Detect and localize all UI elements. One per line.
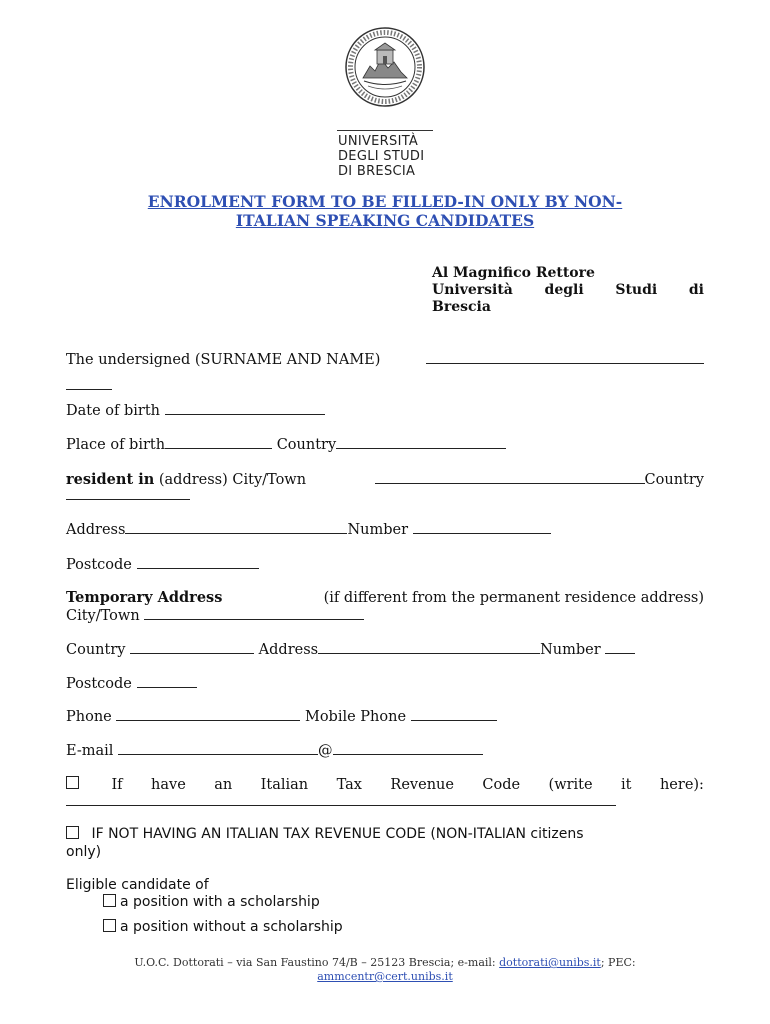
temp-address-field[interactable] — [318, 640, 540, 654]
tax-word: an — [214, 777, 233, 793]
resident-city-field[interactable] — [375, 470, 645, 484]
title-line: ENROLMENT FORM TO BE FILLED-IN ONLY BY NON- — [147, 192, 623, 211]
addressee-word: Studi — [615, 282, 658, 298]
temp-address-row — [66, 589, 704, 607]
address-field[interactable] — [125, 520, 347, 534]
page-footer — [66, 956, 704, 984]
no-scholarship-label: a position without a scholarship — [120, 919, 343, 935]
addressee-block — [432, 265, 704, 316]
number-field[interactable] — [413, 520, 551, 534]
scholarship-label: a position with a scholarship — [120, 894, 320, 910]
pob-label: Place of birth — [66, 437, 166, 453]
email-user-field[interactable] — [118, 741, 318, 755]
temp-address-label: Address — [258, 642, 319, 658]
tax-word: (write — [548, 777, 593, 793]
pob-row — [66, 435, 704, 454]
footer-pec-label: ; PEC: — [600, 956, 636, 969]
postcode-field[interactable] — [137, 555, 259, 569]
addressee-word: Università — [432, 282, 513, 298]
footer-line — [66, 970, 704, 984]
tax-code-checkbox[interactable] — [66, 776, 79, 789]
birth-country-field[interactable] — [336, 435, 506, 449]
resident-continuation — [66, 486, 704, 505]
addressee-line: Al Magnifico Rettore — [432, 265, 595, 281]
mobile-field[interactable] — [411, 707, 497, 721]
dob-label: Date of birth — [66, 403, 161, 419]
phone-row — [66, 707, 704, 726]
temp-city-row — [66, 606, 704, 625]
logo-line: DI BRESCIA — [338, 164, 416, 179]
option-scholarship[interactable] — [103, 894, 703, 911]
footer-text: U.O.C. Dottorati – via San Faustino 74/B – 25123 Brescia; e-mail: — [134, 956, 496, 969]
temp-address-note: (if different from the permanent residence address) — [323, 590, 704, 606]
address-label: Address — [66, 522, 126, 538]
scholarship-checkbox[interactable] — [103, 894, 116, 907]
addressee-word: degli — [544, 282, 584, 298]
university-seal-icon — [344, 26, 426, 108]
address-row — [66, 520, 704, 539]
temp-country-field[interactable] — [130, 640, 254, 654]
tax-code-field-row — [66, 792, 704, 811]
no-tax-code-label-continued: only) — [66, 844, 102, 860]
name-field-continued[interactable] — [66, 376, 112, 390]
temp-number-field[interactable] — [605, 640, 635, 654]
number-label: Number — [347, 522, 409, 538]
form-title — [66, 192, 704, 230]
eligible-row — [66, 877, 704, 894]
no-tax-code-row — [66, 826, 704, 843]
resident-bold: resident in — [66, 471, 155, 488]
title-line: ITALIAN SPEAKING CANDIDATES — [235, 211, 535, 230]
eligible-label: Eligible candidate of — [66, 877, 209, 893]
temp-country-label: Country — [66, 642, 126, 658]
dob-row — [66, 401, 704, 420]
addressee-line — [432, 282, 704, 299]
temp-city-field[interactable] — [144, 606, 364, 620]
tax-word: have — [151, 777, 186, 793]
footer-line — [66, 956, 704, 970]
no-tax-code-label: IF NOT HAVING AN ITALIAN TAX REVENUE CODE (NON-ITALIAN citizens — [91, 826, 584, 842]
phone-field[interactable] — [116, 707, 300, 721]
tax-word: If — [111, 777, 123, 793]
logo-line: UNIVERSITÀ — [338, 134, 419, 149]
dob-field[interactable] — [165, 401, 325, 415]
country-label: Country — [276, 437, 337, 453]
temp-number-label: Number — [540, 642, 601, 658]
pob-field[interactable] — [165, 435, 272, 449]
tax-word: here): — [659, 777, 704, 793]
no-scholarship-checkbox[interactable] — [103, 919, 116, 932]
undersigned-label: The undersigned (SURNAME AND NAME) — [66, 352, 381, 368]
mobile-label: Mobile Phone — [304, 709, 407, 725]
tax-code-field[interactable] — [66, 792, 616, 806]
tax-word: Tax — [336, 777, 362, 793]
temp-country-row — [66, 640, 704, 659]
temp-postcode-field[interactable] — [137, 674, 197, 688]
tax-word: Code — [482, 777, 521, 793]
addressee-word: di — [688, 282, 704, 298]
postcode-label: Postcode — [66, 557, 132, 573]
footer-pec-link[interactable]: ammcentr@cert.unibs.it — [317, 970, 453, 983]
temp-city-label: City/Town — [66, 608, 140, 624]
undersigned-continuation — [66, 376, 704, 395]
undersigned-row — [66, 350, 704, 369]
email-row — [66, 741, 704, 760]
resident-country-label: Country — [644, 472, 704, 488]
option-no-scholarship[interactable] — [103, 919, 703, 936]
addressee-line: Brescia — [432, 299, 491, 315]
no-tax-code-continuation — [66, 844, 704, 861]
resident-rest: (address) City/Town — [158, 472, 307, 488]
postcode-row — [66, 555, 704, 574]
tax-word: Italian — [260, 777, 309, 793]
tax-word: Revenue — [390, 777, 454, 793]
resident-country-field[interactable] — [66, 486, 190, 500]
name-field[interactable] — [426, 350, 704, 364]
email-label: E-mail — [66, 743, 114, 759]
footer-email-link[interactable]: dottorati@unibs.it — [499, 956, 601, 969]
temp-postcode-label: Postcode — [66, 676, 132, 692]
phone-label: Phone — [66, 709, 112, 725]
temp-postcode-row — [66, 674, 704, 693]
logo-divider — [337, 130, 433, 131]
email-domain-field[interactable] — [333, 741, 483, 755]
tax-word: it — [621, 777, 632, 793]
logo-line: DEGLI STUDI — [338, 149, 425, 164]
no-tax-code-checkbox[interactable] — [66, 826, 79, 839]
email-at: @ — [318, 743, 333, 759]
logo-text — [338, 134, 438, 179]
temp-address-bold: Temporary Address — [66, 589, 223, 606]
